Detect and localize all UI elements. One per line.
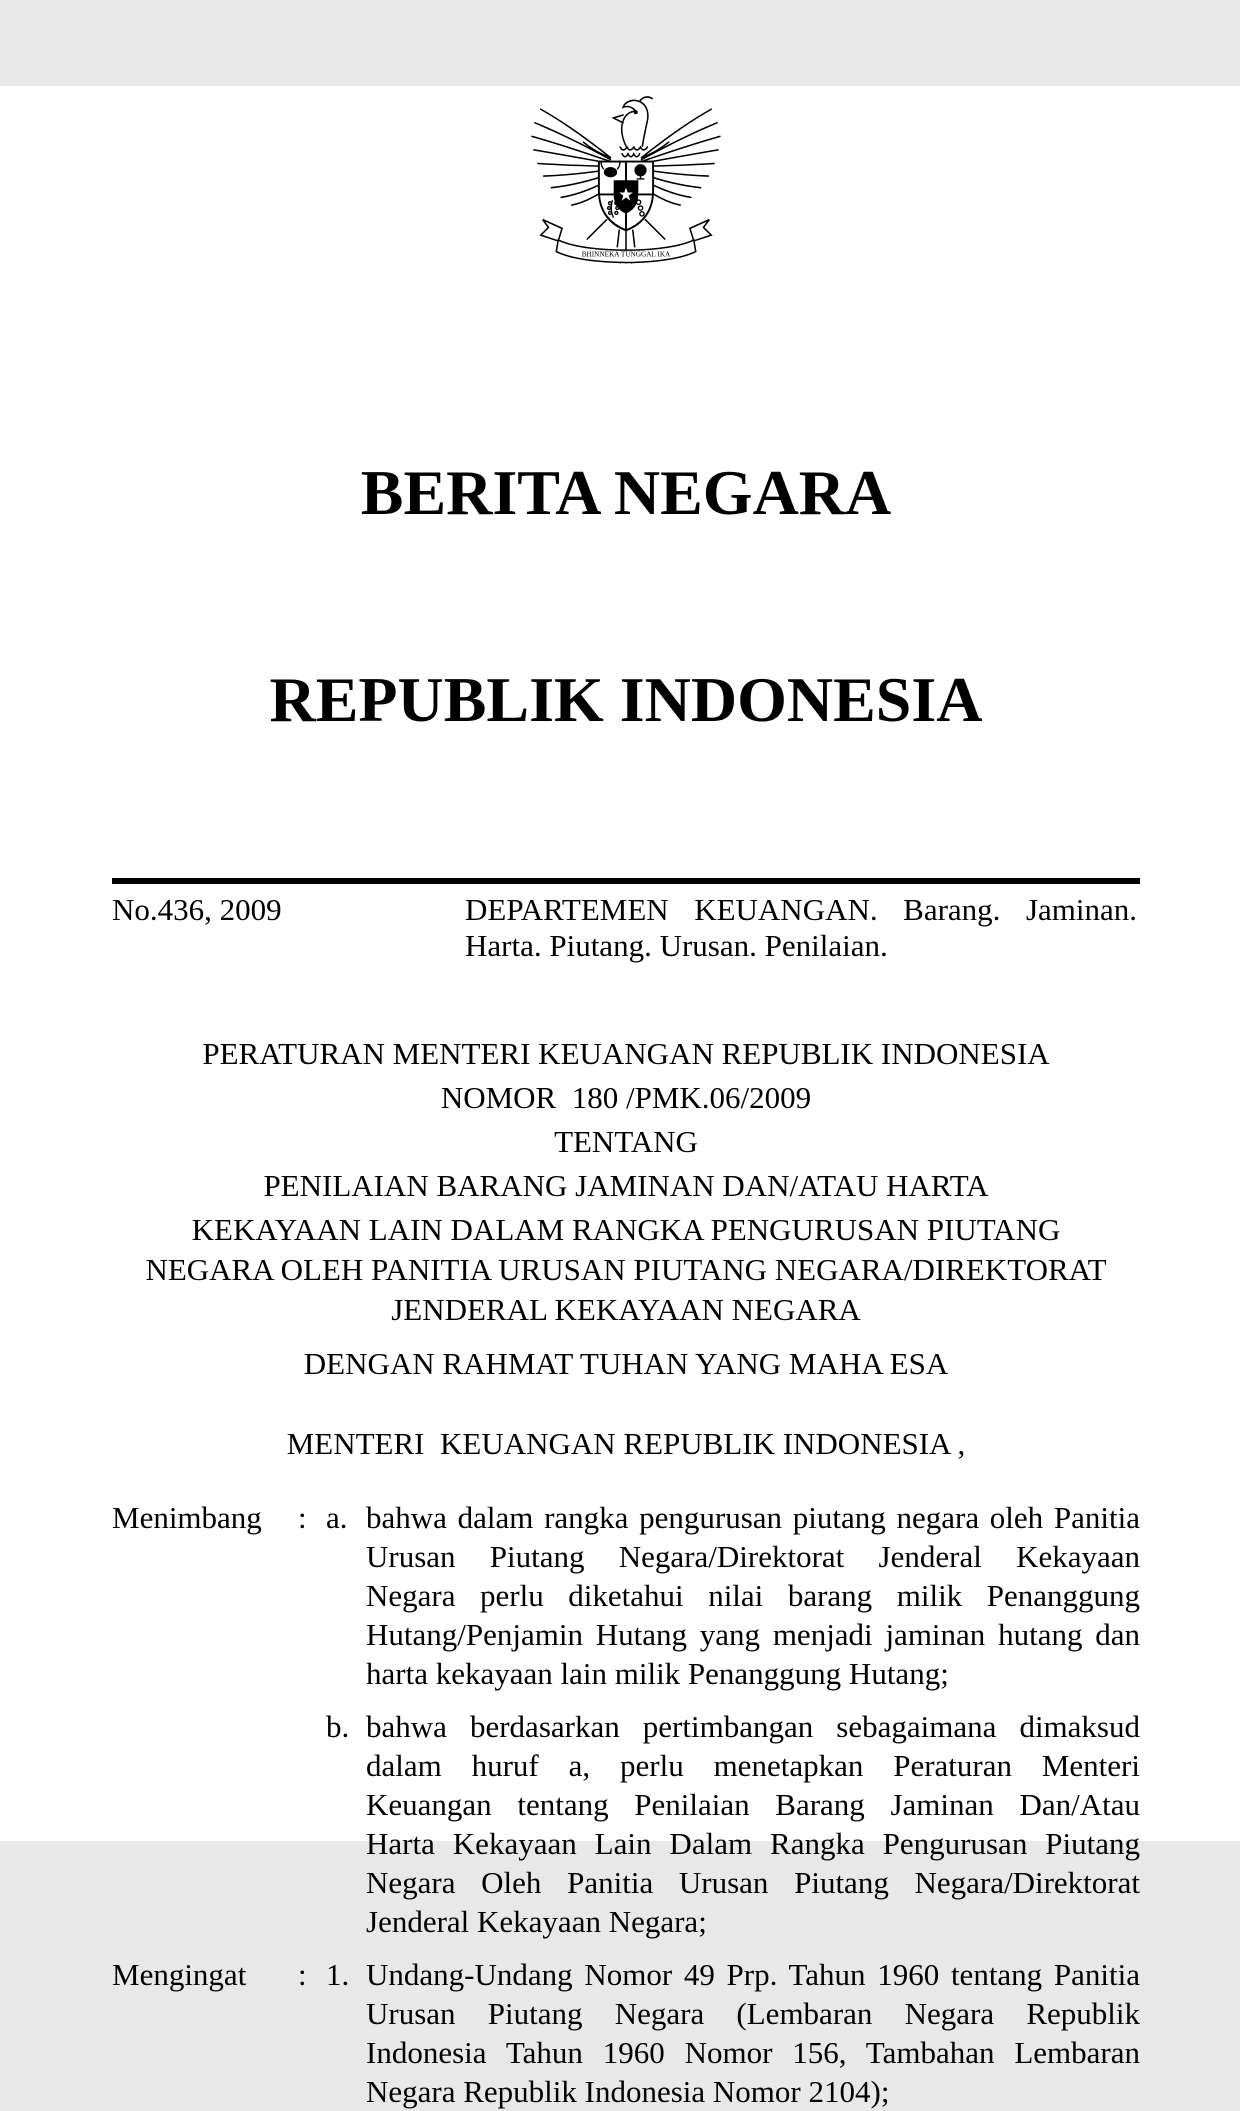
clause-colon — [298, 1707, 326, 1941]
clause-line: Hutang/Penjamin Hutang yang menjadi jaminan hutang dan — [366, 1617, 1140, 1652]
clause-line: Urusan Piutang Negara (Lembaran Negara Republik — [366, 1996, 1140, 2031]
subject-index-block — [465, 892, 1137, 964]
clause-text — [366, 1707, 1140, 1941]
emblem-motto-ribbon-text: BHINNEKA TUNGGAL IKA — [581, 250, 671, 259]
clause-line: Urusan Piutang Negara/Direktorat Jenderal Kekayaan — [366, 1539, 1140, 1574]
clause-marker: b. — [326, 1709, 350, 1744]
gazette-title-line2: REPUBLIK INDONESIA — [269, 664, 983, 735]
subject-index-line2: Harta. Piutang. Urusan. Penilaian. — [465, 928, 888, 963]
clause-line: dalam huruf a, perlu menetapkan Peraturan Menteri — [366, 1748, 1140, 1783]
gazette-page — [0, 86, 1240, 2109]
clause-line: bahwa berdasarkan pertimbangan sebagaimana dimaksud — [366, 1709, 1140, 1744]
clause-label: Mengingat — [112, 1957, 247, 1992]
issue-number: No.436, 2009 — [112, 892, 282, 927]
clause-label — [112, 1707, 298, 1941]
regulation-subject-line4: JENDERAL KEKAYAAN NEGARA — [391, 1292, 861, 1327]
clause-line: Keuangan tentang Penilaian Barang Jaminan Dan/Atau — [366, 1787, 1140, 1822]
clause-mengingat-1 — [112, 1955, 1140, 2111]
clause-line: bahwa dalam rangka pengurusan piutang negara oleh Panitia — [366, 1500, 1140, 1535]
clause-marker: 1. — [326, 1957, 350, 1992]
masthead-row — [112, 892, 1140, 964]
garuda-pancasila-emblem — [524, 86, 728, 270]
issuing-official-line: MENTERI KEUANGAN REPUBLIK INDONESIA , — [286, 1426, 966, 1461]
regulation-subject-line2: KEKAYAAN LAIN DALAM RANGKA PENGURUSAN PIUTANG — [191, 1212, 1061, 1247]
clause-menimbang-a — [112, 1498, 1140, 1693]
clause-marker: a. — [326, 1500, 348, 1535]
clauses-section — [112, 1498, 1140, 2111]
clause-menimbang-b — [112, 1707, 1140, 1941]
clause-colon: : — [298, 1500, 307, 1535]
gazette-title — [112, 320, 1140, 872]
regulation-subject-line1: PENILAIAN BARANG JAMINAN DAN/ATAU HARTA — [263, 1168, 989, 1203]
clause-colon: : — [298, 1957, 307, 1992]
regulation-title: PERATURAN MENTERI KEUANGAN REPUBLIK INDONESIA — [202, 1036, 1050, 1071]
clause-line: Jenderal Kekayaan Negara; — [366, 1904, 707, 1939]
regulation-subject-line3: NEGARA OLEH PANITIA URUSAN PIUTANG NEGARA/DIREKTORAT — [145, 1252, 1107, 1287]
clause-text — [366, 1498, 1140, 1693]
clause-line: Negara Oleh Panitia Urusan Piutang Negara/Direktorat — [366, 1865, 1140, 1900]
clause-line: harta kekayaan lain milik Penanggung Hutang; — [366, 1656, 949, 1691]
invocation-line: DENGAN RAHMAT TUHAN YANG MAHA ESA — [303, 1346, 949, 1381]
clause-line: Undang-Undang Nomor 49 Prp. Tahun 1960 tentang Panitia — [366, 1957, 1140, 1992]
gazette-title-line1: BERITA NEGARA — [360, 457, 892, 528]
about-label: TENTANG — [554, 1124, 698, 1159]
clause-line: Negara perlu diketahui nilai barang milik Penanggung — [366, 1578, 1140, 1613]
subject-index-line1: DEPARTEMEN KEUANGAN. Barang. Jaminan. — [465, 892, 1137, 927]
clause-line: Negara Republik Indonesia Nomor 2104); — [366, 2074, 890, 2109]
clause-label: Menimbang — [112, 1500, 262, 1535]
regulation-number: NOMOR 180 /PMK.06/2009 — [440, 1080, 812, 1115]
masthead-rule — [112, 878, 1140, 884]
regulation-heading-block — [112, 1034, 1140, 1464]
clause-text — [366, 1955, 1140, 2111]
clause-line: Indonesia Tahun 1960 Nomor 156, Tambahan Lembaran — [366, 2035, 1140, 2070]
clause-line: Harta Kekayaan Lain Dalam Rangka Pengurusan Piutang — [366, 1826, 1140, 1861]
